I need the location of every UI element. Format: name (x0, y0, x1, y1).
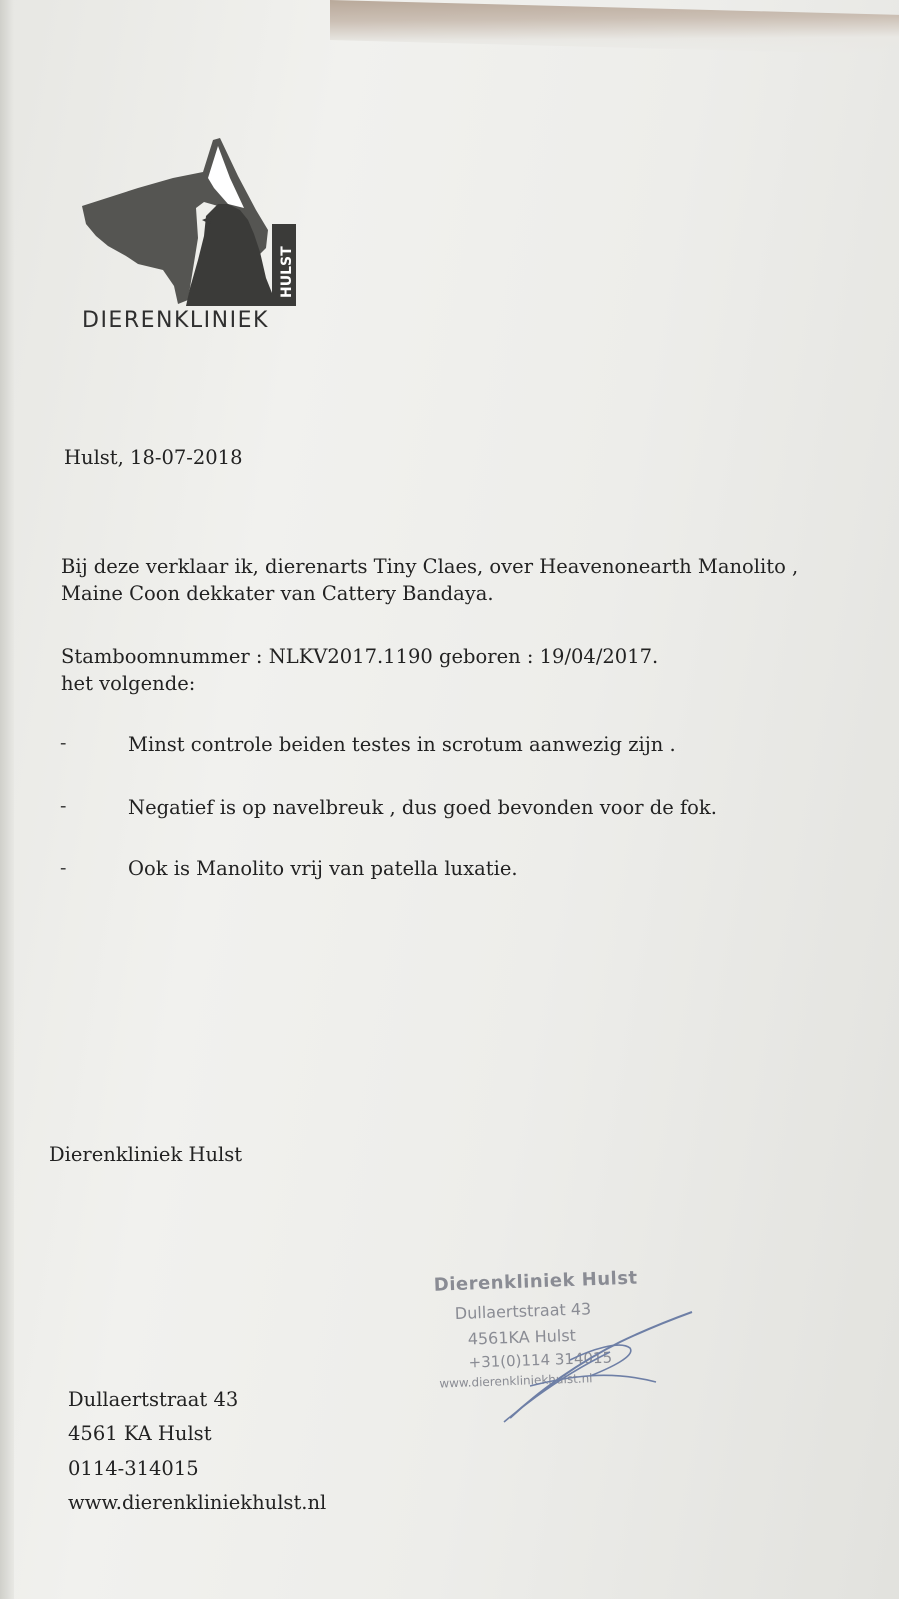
footer-website: www.dierenkliniekhulst.nl (68, 1491, 327, 1514)
list-bullet: - (60, 795, 67, 817)
stamp-zip: 4561KA Hulst (467, 1325, 577, 1349)
stamp-phone: +31(0)114 314015 (468, 1348, 613, 1372)
stamp-name: Dierenkliniek Hulst (433, 1267, 638, 1296)
list-bullet: - (60, 857, 67, 879)
closing-signoff: Dierenkliniek Hulst (49, 1143, 243, 1166)
paper-top-edge (330, 0, 899, 55)
paper-left-edge (0, 0, 14, 1599)
list-bullet: - (60, 732, 67, 754)
footer-zip-city: 4561 KA Hulst (68, 1422, 212, 1445)
stamp-web: www.dierenkliniekhulst.nl (439, 1371, 593, 1391)
clinic-logo-name: DIERENKLINIEK (82, 308, 269, 333)
intro-line-2: Maine Coon dekkater van Cattery Bandaya. (61, 582, 494, 605)
intro-line-1: Bij deze verklaar ik, dierenarts Tiny Claes, over Heavenonearth Manolito , (61, 555, 799, 578)
footer-street: Dullaertstraat 43 (68, 1388, 239, 1411)
stamp-street: Dullaertstraat 43 (454, 1299, 592, 1323)
list-item: Negatief is op navelbreuk , dus goed bevonden voor de fok. (128, 796, 717, 819)
signature-icon (470, 1300, 710, 1440)
logo-side-text: HULST (279, 246, 295, 298)
following-line: het volgende: (61, 672, 196, 695)
list-item: Minst controle beiden testes in scrotum aanwezig zijn . (128, 733, 676, 756)
list-item: Ook is Manolito vrij van patella luxatie. (128, 857, 518, 880)
date-line: Hulst, 18-07-2018 (64, 446, 243, 469)
pedigree-line: Stamboomnummer : NLKV2017.1190 geboren : 19/04/2017. (61, 645, 659, 668)
footer-phone: 0114-314015 (68, 1457, 199, 1480)
